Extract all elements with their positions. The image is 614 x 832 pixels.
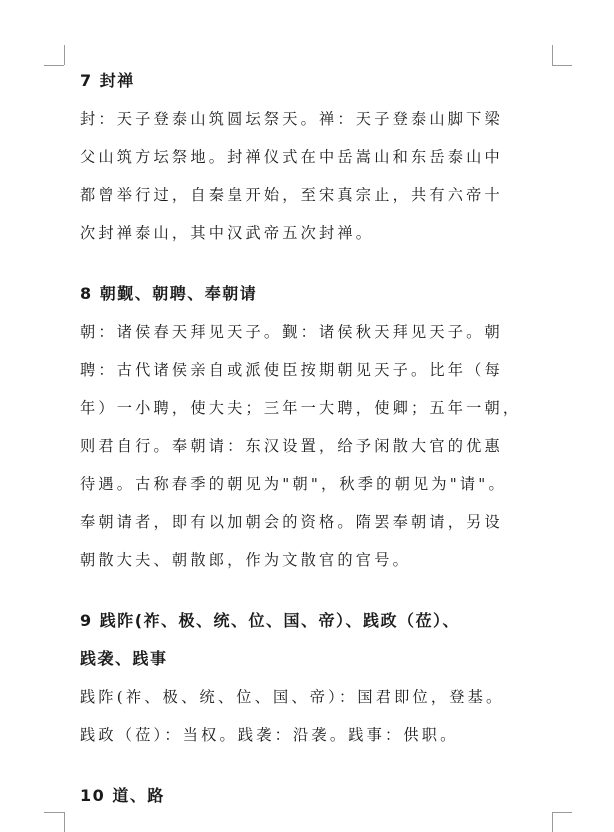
paragraph-line: 践阼(祚、极、统、位、国、帝）：国君即位，登基。: [80, 688, 505, 706]
crop-mark-top-left-h: [44, 65, 64, 66]
section-7: [80, 62, 550, 252]
crop-mark-bottom-left-h: [44, 812, 64, 813]
section-heading: 10 道、路: [80, 786, 165, 805]
crop-mark-bottom-right-h: [552, 812, 572, 813]
section-heading: 7 封禅: [80, 71, 135, 90]
section-spacer: [80, 252, 550, 275]
paragraph-line: 则君自行。奉朝请：东汉设置，给予闲散大官的优惠: [80, 437, 503, 455]
crop-mark-top-right-h: [552, 65, 572, 66]
crop-mark-bottom-left-v: [64, 812, 65, 832]
section-heading: 8 朝觐、朝聘、奉朝请: [80, 284, 258, 303]
paragraph-line: 次封禅泰山，其中汉武帝五次封禅。: [80, 224, 375, 242]
paragraph-line: 践政（莅）：当权。践袭：沿袭。践事：供职。: [80, 726, 459, 744]
section-heading-line: 9 践阼(祚、极、统、位、国、帝）、践政（莅）、: [80, 611, 461, 630]
section-spacer: [80, 579, 550, 602]
paragraph-line: 父山筑方坛祭地。封禅仪式在中岳嵩山和东岳泰山中: [80, 148, 503, 166]
section-10: [80, 777, 550, 815]
paragraph-line: 都曾举行过，自秦皇开始，至宋真宗止，共有六帝十: [80, 186, 503, 204]
paragraph-line: 待遇。古称春季的朝见为"朝"，秋季的朝见为"请"。: [80, 475, 507, 493]
crop-mark-bottom-right-v: [552, 812, 553, 832]
crop-mark-top-left-v: [64, 45, 65, 65]
document-body: [80, 62, 550, 815]
section-heading-line: 践袭、践事: [80, 649, 168, 668]
paragraph-line: 奉朝请者，即有以加朝会的资格。隋罢奉朝请，另设: [80, 513, 503, 531]
paragraph-line: 聘：古代诸侯亲自或派使臣按期朝见天子。比年（每: [80, 361, 503, 379]
paragraph-line: 年）一小聘，使大夫；三年一大聘，使卿；五年一朝，: [80, 399, 522, 417]
paragraph-line: 封：天子登泰山筑圆坛祭天。禅：天子登泰山脚下梁: [80, 110, 503, 128]
section-9: [80, 602, 550, 754]
section-8: [80, 275, 550, 579]
paragraph-line: 朝散大夫、朝散郎，作为文散官的官号。: [80, 551, 411, 569]
crop-mark-top-right-v: [552, 45, 553, 65]
paragraph-line: 朝：诸侯春天拜见天子。觐：诸侯秋天拜见天子。朝: [80, 323, 503, 341]
section-spacer: [80, 754, 550, 777]
